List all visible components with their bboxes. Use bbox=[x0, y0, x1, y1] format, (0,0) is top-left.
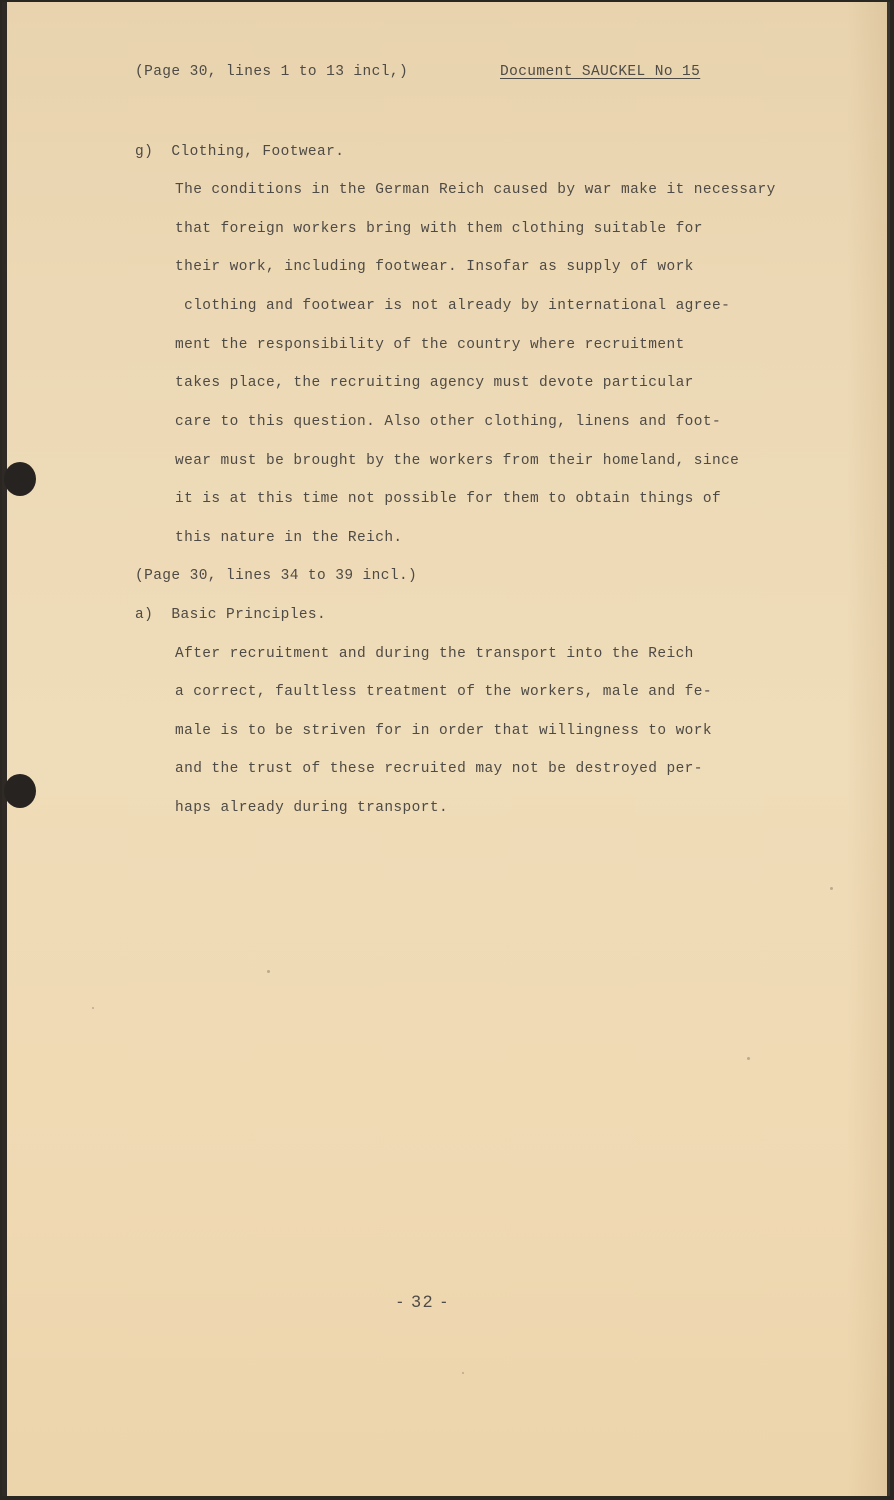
section-a-heading: a) Basic Principles. bbox=[135, 607, 327, 623]
body-line: ment the responsibility of the country where recruitment bbox=[175, 337, 685, 353]
body-line: wear must be brought by the workers from their homeland, since bbox=[175, 453, 740, 469]
punch-hole-top bbox=[4, 462, 36, 496]
document-page bbox=[2, 2, 890, 1496]
body-line: their work, including footwear. Insofar as supply of work bbox=[175, 259, 694, 275]
body-line: care to this question. Also other clothing, linens and foot- bbox=[175, 414, 722, 430]
body-line: takes place, the recruiting agency must devote particular bbox=[175, 375, 694, 391]
section-reference: (Page 30, lines 34 to 39 incl.) bbox=[135, 568, 418, 584]
body-line: a correct, faultless treatment of the workers, male and fe- bbox=[175, 684, 712, 700]
section-g-heading: g) Clothing, Footwear. bbox=[135, 144, 345, 160]
body-line: and the trust of these recruited may not be destroyed per- bbox=[175, 761, 703, 777]
paper-speck bbox=[267, 970, 270, 973]
paper-speck bbox=[830, 887, 833, 890]
header-reference: (Page 30, lines 1 to 13 incl,) bbox=[135, 64, 409, 80]
body-line: haps already during transport. bbox=[175, 800, 449, 816]
page-left-edge bbox=[2, 2, 7, 1496]
body-line: clothing and footwear is not already by international agree- bbox=[175, 298, 731, 314]
punch-hole-bottom bbox=[4, 774, 36, 808]
page-number: - 32 - bbox=[397, 1292, 449, 1311]
body-line: this nature in the Reich. bbox=[175, 530, 403, 546]
paper-speck bbox=[462, 1372, 464, 1374]
body-line: male is to be striven for in order that willingness to work bbox=[175, 723, 712, 739]
body-line: it is at this time not possible for them to obtain things of bbox=[175, 491, 722, 507]
paper-speck bbox=[747, 1057, 750, 1060]
body-line: The conditions in the German Reich caused by war make it necessary bbox=[175, 182, 776, 198]
paper-speck bbox=[92, 1007, 94, 1009]
body-line: After recruitment and during the transport into the Reich bbox=[175, 646, 694, 662]
document-id: Document SAUCKEL No 15 bbox=[500, 64, 701, 80]
body-line: that foreign workers bring with them clothing suitable for bbox=[175, 221, 703, 237]
